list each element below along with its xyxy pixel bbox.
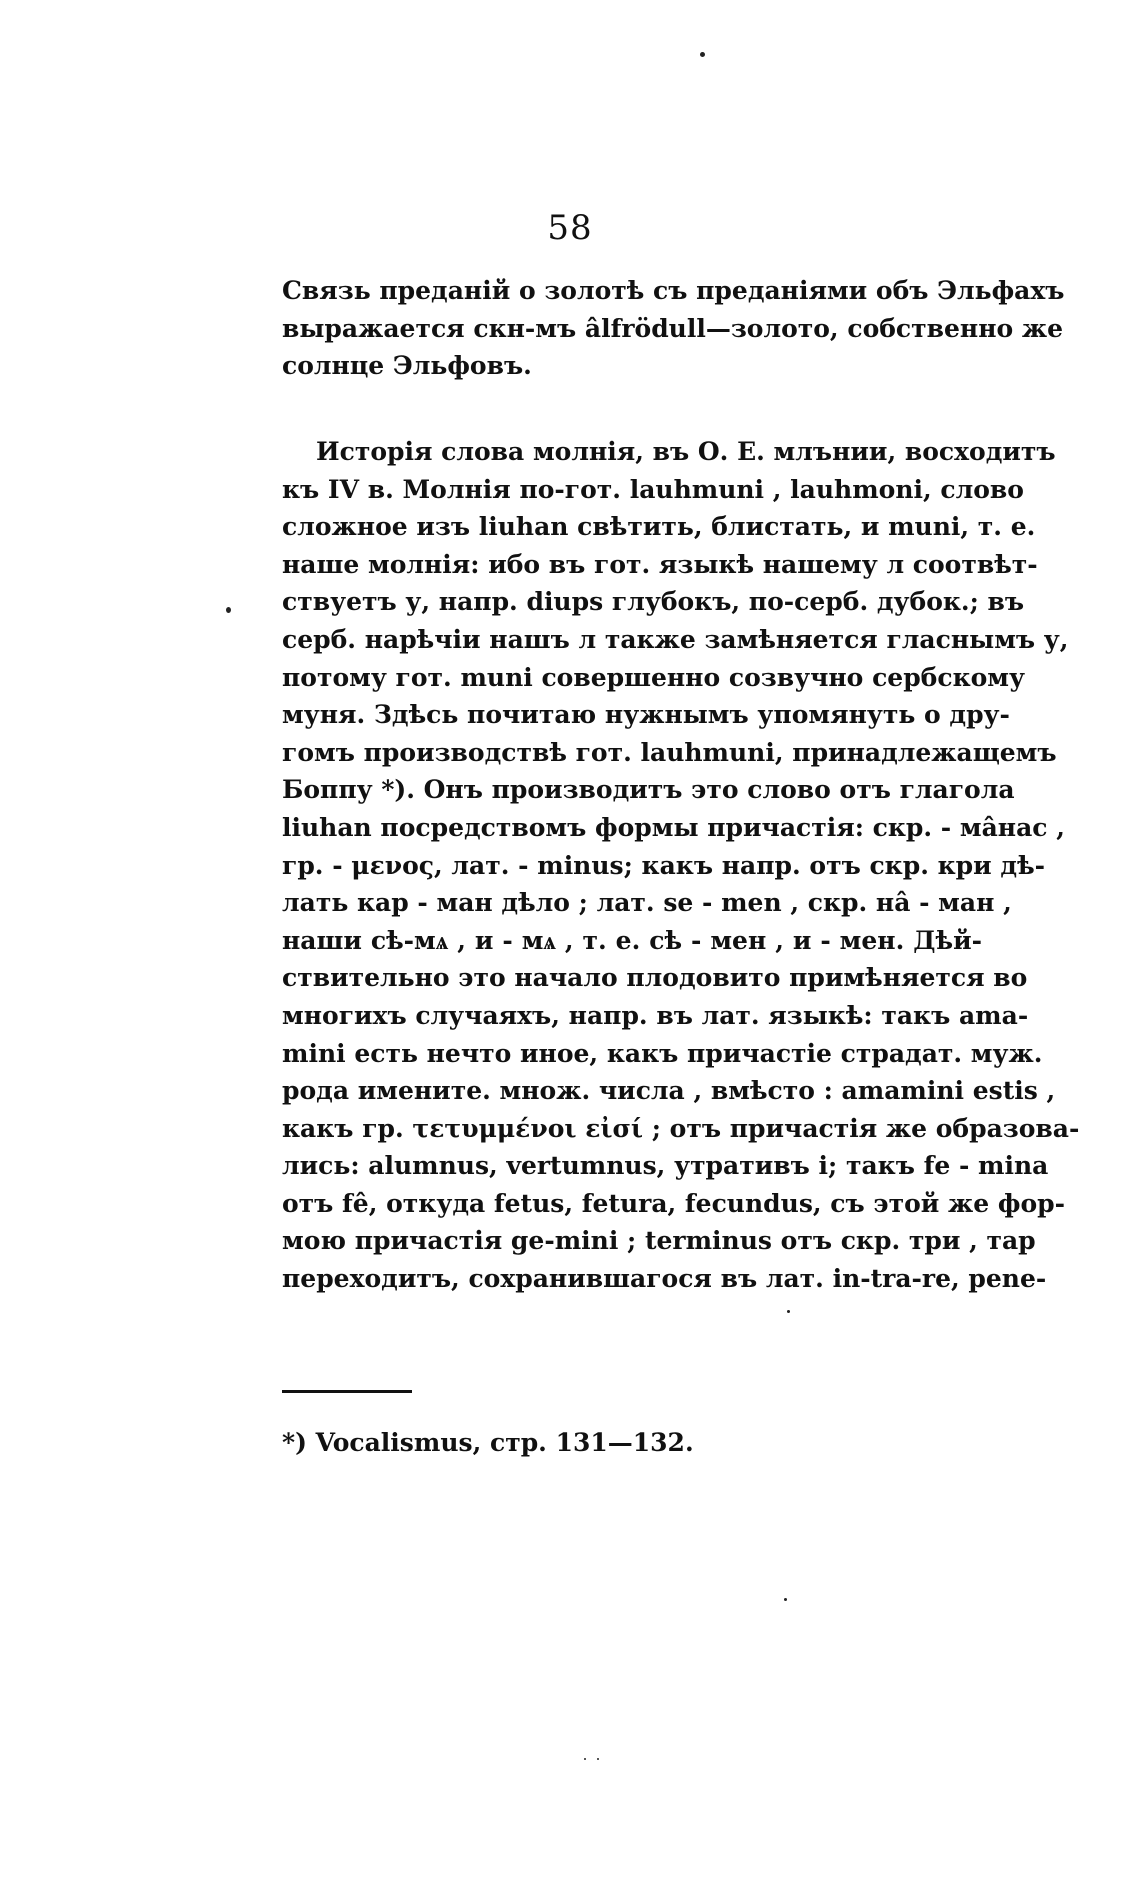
scan-speck — [787, 1310, 790, 1313]
text-line: отъ fê, откуда fetus, fetura, fecundus, съ этой же фор- — [282, 1188, 1065, 1218]
text-line: лать кар - ман дѣло ; лат. se - men , скр. нâ - ман , — [282, 888, 1012, 918]
text-line: муня. Здѣсь почитаю нужнымъ упомянуть о дру- — [282, 700, 1010, 730]
text-line: мою причастія ge-mini ; terminus отъ скр. три , тар — [282, 1226, 1036, 1256]
footnote-divider — [282, 1390, 412, 1393]
text-line: какъ гр. τετυμμένοι εἰσί ; отъ причастія же образова- — [282, 1113, 1080, 1143]
text-line: гр. - μενος, лат. - minus; какъ напр. отъ скр. кри дѣ- — [282, 850, 1046, 880]
footnote: *) Vocalismus, стр. 131—132. — [282, 1428, 694, 1457]
text-line: выражается скн-мъ âlfrödull—золото, собственно же — [282, 313, 1064, 343]
scan-speck — [700, 52, 705, 57]
text-line: переходитъ, сохранившагося въ лат. in-tra-re, pene- — [282, 1264, 1047, 1294]
text-line: серб. нарѣчіи нашъ л также замѣняется гласнымъ у, — [282, 624, 1069, 654]
text-line: ствуетъ у, напр. diups глубокъ, по-серб. дубок.; въ — [282, 587, 1025, 617]
text-line: солнце Эльфовъ. — [282, 351, 532, 381]
scan-speck — [597, 1758, 599, 1760]
text-line: многихъ случаяхъ, напр. въ лат. языкѣ: такъ ama- — [282, 1000, 1029, 1030]
text-line: liuhan посредствомъ формы причастія: скр. - мâнас , — [282, 812, 1065, 842]
text-line: къ IV в. Молнія по-гот. lauhmuni , lauhmoni, слово — [282, 474, 1024, 504]
text-line: наше молнія: ибо въ гот. языкѣ нашему л соотвѣт- — [282, 549, 1038, 579]
text-line: потому гот. muni совершенно созвучно сербскому — [282, 662, 1026, 692]
text-line: наши сѣ-мѧ , и - мѧ , т. е. сѣ - мен , и - мен. Дѣй- — [282, 925, 982, 955]
text-line: рода имените. множ. числа , вмѣсто : amamini estis , — [282, 1076, 1056, 1106]
scan-speck — [584, 1758, 586, 1760]
text-line: Боппу *). Онъ производитъ это слово отъ глагола — [282, 775, 1015, 805]
text-line: гомъ производствѣ гот. lauhmuni, принадлежащемъ — [282, 737, 1057, 767]
scan-speck — [226, 607, 231, 613]
text-line: ствительно это начало плодовито примѣняется во — [282, 963, 1028, 993]
page-number: 58 — [547, 208, 593, 248]
text-line: лись: alumnus, vertumnus, утративъ i; такъ fe - mina — [282, 1151, 1049, 1181]
paragraph-gold-elves — [282, 272, 1065, 385]
paragraph-word-molnia — [282, 433, 1080, 1298]
scan-speck — [784, 1598, 787, 1601]
text-line: Исторія слова молнія, въ О. Е. млънии, восходитъ — [316, 437, 1056, 466]
text-line: сложное изъ liuhan свѣтить, блистать, и muni, т. е. — [282, 512, 1036, 542]
text-line: mini есть нечто иное, какъ причастіе страдат. муж. — [282, 1038, 1043, 1068]
text-line: Связь преданій о золотѣ съ преданіями объ Эльфахъ — [282, 276, 1065, 305]
